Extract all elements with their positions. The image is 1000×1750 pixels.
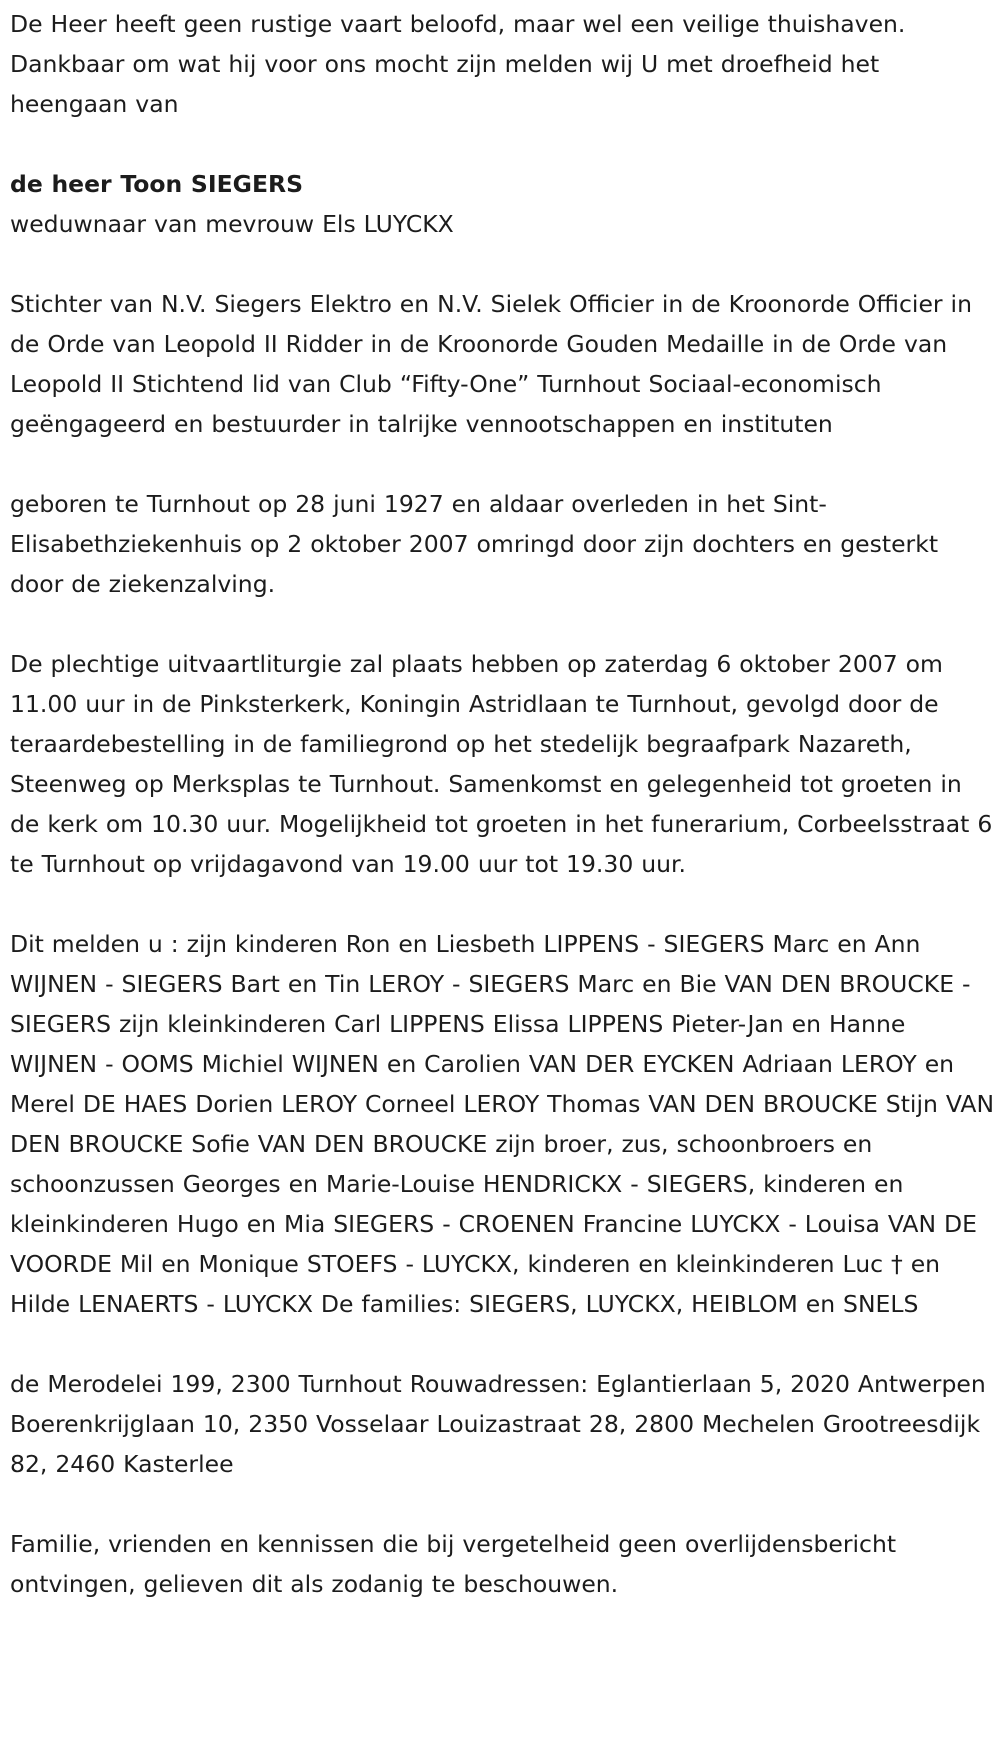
deceased-name: de heer Toon SIEGERS (10, 170, 304, 198)
obituary-notice (10, 4, 995, 1604)
spouse-line: weduwnaar van mevrouw Els LUYCKX (10, 210, 454, 238)
funeral-paragraph: De plechtige uitvaartliturgie zal plaats hebben op zaterdag 6 oktober 2007 om 11.00 uur in de Pinksterkerk, Koningin Astridlaan te Turnhout, gevolgd door de teraardebestelling in de familiegrond op het stedelijk begraafpark Nazareth, Steenweg op Merksplas te Turnhout. Samenkomst en gelegenheid tot groeten in de kerk om 10.30 uur. Mogelijkheid tot groeten in het funerarium, Corbeelsstraat 6 te Turnhout op vrijdagavond van 19.00 uur tot 19.30 uur. (10, 650, 993, 878)
titles-paragraph: Stichter van N.V. Siegers Elektro en N.V. Sielek Officier in de Kroonorde Officier in de Orde van Leopold II Ridder in de Kroonorde Gouden Medaille in de Orde van Leopold II Stichtend lid van Club “Fifty-One” Turnhout Sociaal-economisch geëngageerd en bestuurder in talrijke vennootschappen en instituten (10, 290, 972, 438)
closing-paragraph: Familie, vrienden en kennissen die bij vergetelheid geen overlijdensbericht ontvingen, gelieven dit als zodanig te beschouwen. (10, 1530, 897, 1598)
intro-paragraph: De Heer heeft geen rustige vaart beloofd, maar wel een veilige thuishaven. Dankbaar om wat hij voor ons mocht zijn melden wij U met droefheid het heengaan van (10, 10, 906, 118)
addresses-paragraph: de Merodelei 199, 2300 Turnhout Rouwadressen: Eglantierlaan 5, 2020 Antwerpen Boerenkrijglaan 10, 2350 Vosselaar Louizastraat 28, 2800 Mechelen Grootreesdijk 82, 2460 Kasterlee (10, 1370, 986, 1478)
birth-death-paragraph: geboren te Turnhout op 28 juni 1927 en aldaar overleden in het Sint-Elisabethziekenhuis op 2 oktober 2007 omringd door zijn dochters en gesterkt door de ziekenzalving. (10, 490, 939, 598)
family-paragraph: Dit melden u : zijn kinderen Ron en Liesbeth LIPPENS - SIEGERS Marc en Ann WIJNEN - SIEGERS Bart en Tin LEROY - SIEGERS Marc en Bie VAN DEN BROUCKE - SIEGERS zijn kleinkinderen Carl LIPPENS Elissa LIPPENS Pieter-Jan en Hanne WIJNEN - OOMS Michiel WIJNEN en Carolien VAN DER EYCKEN Adriaan LEROY en Merel DE HAES Dorien LEROY Corneel LEROY Thomas VAN DEN BROUCKE Stijn VAN DEN BROUCKE Sofie VAN DEN BROUCKE zijn broer, zus, schoonbroers en schoonzussen Georges en Marie-Louise HENDRICKX - SIEGERS, kinderen en kleinkinderen Hugo en Mia SIEGERS - CROENEN Francine LUYCKX - Louisa VAN DE VOORDE Mil en Monique STOEFS - LUYCKX, kinderen en kleinkinderen Luc † en Hilde LENAERTS - LUYCKX De families: SIEGERS, LUYCKX, HEIBLOM en SNELS (10, 930, 995, 1318)
